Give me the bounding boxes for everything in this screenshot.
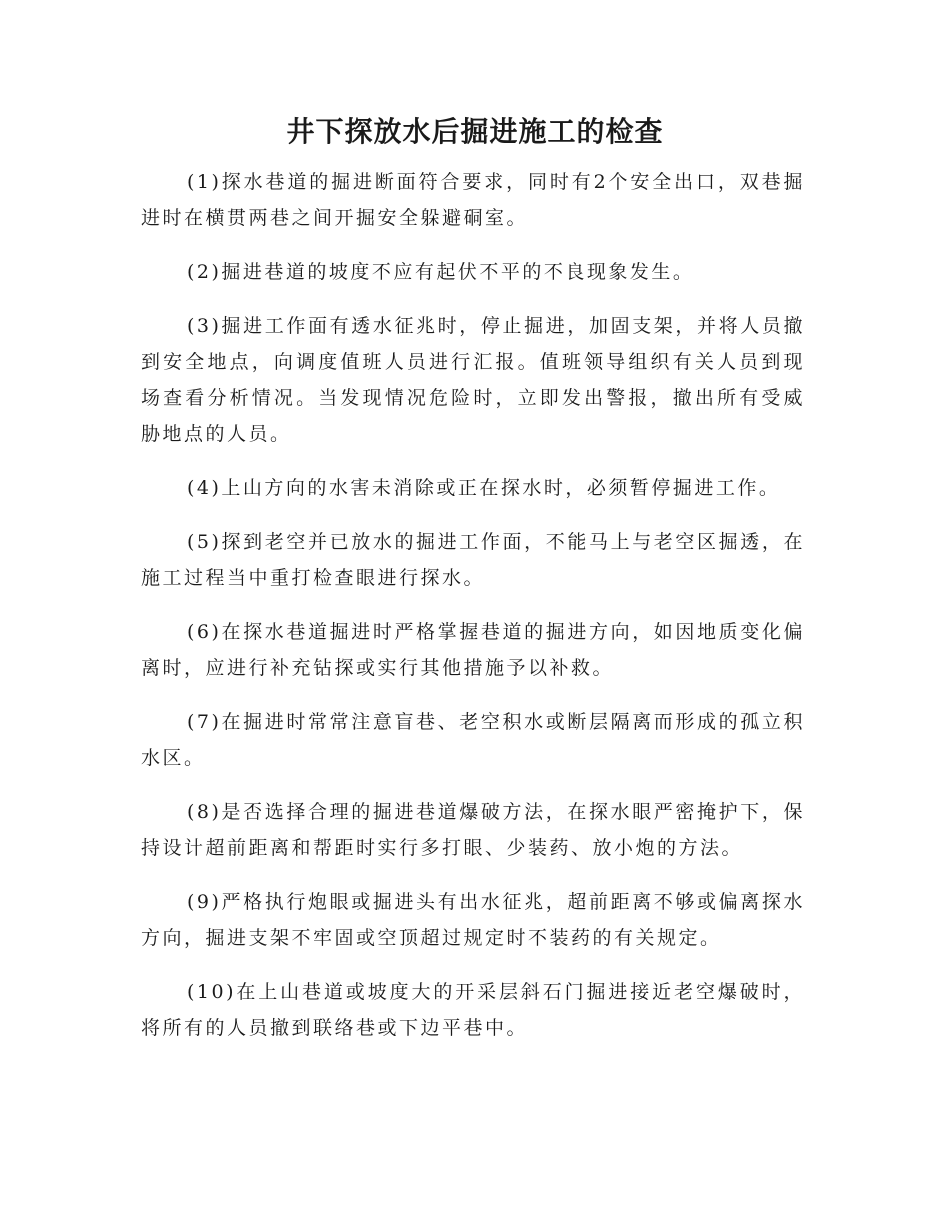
paragraph-9: (9)严格执行炮眼或掘进头有出水征兆，超前距离不够或偏离探水方向，掘进支架不牢固或空顶超过规定时不装药的有关规定。 — [141, 891, 805, 949]
paragraph-3: (3)掘进工作面有透水征兆时，停止掘进，加固支架，并将人员撤到安全地点，向调度值班人员进行汇报。值班领导组织有关人员到现场查看分析情况。当发现情况危险时，立即发出警报，撤出所有受威胁地点的人员。 — [141, 315, 805, 445]
paragraph-1: (1)探水巷道的掘进断面符合要求，同时有2个安全出口，双巷掘进时在横贯两巷之间开掘安全躲避硐室。 — [141, 171, 805, 229]
paragraph-6: (6)在探水巷道掘进时严格掌握巷道的掘进方向，如因地质变化偏离时，应进行补充钻探或实行其他措施予以补救。 — [141, 621, 805, 679]
paragraph-10: (10)在上山巷道或坡度大的开采层斜石门掘进接近老空爆破时，将所有的人员撤到联络巷或下边平巷中。 — [141, 981, 805, 1039]
document-title: 井下探放水后掘进施工的检查 — [286, 115, 664, 148]
paragraph-2: (2)掘进巷道的坡度不应有起伏不平的不良现象发生。 — [187, 261, 695, 283]
document-body — [141, 164, 805, 1064]
paragraph-4: (4)上山方向的水害未消除或正在探水时，必须暂停掘进工作。 — [187, 477, 781, 499]
paragraph-7: (7)在掘进时常常注意盲巷、老空积水或断层隔离而形成的孤立积水区。 — [141, 711, 805, 769]
paragraph-8: (8)是否选择合理的掘进巷道爆破方法，在探水眼严密掩护下，保持设计超前距离和帮距时实行多打眼、少装药、放小炮的方法。 — [141, 801, 805, 859]
paragraph-5: (5)探到老空并已放水的掘进工作面，不能马上与老空区掘透，在施工过程当中重打检查眼进行探水。 — [141, 531, 805, 589]
